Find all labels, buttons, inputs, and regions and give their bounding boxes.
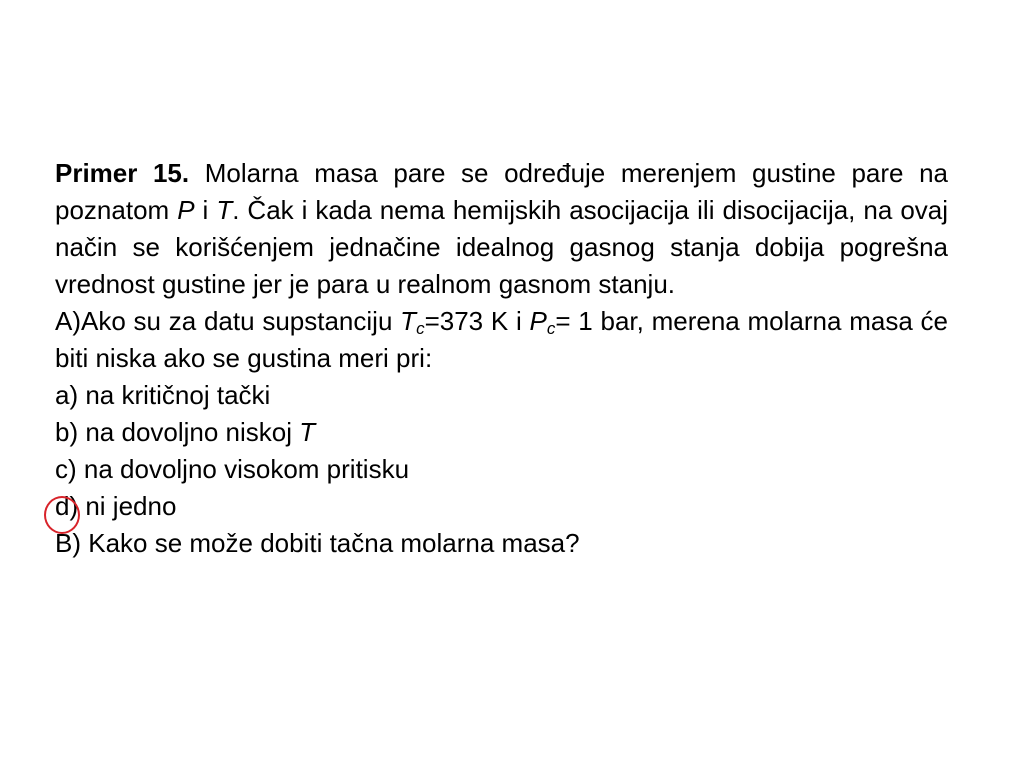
- variable-t: T: [216, 195, 233, 225]
- option-a: a) na kritičnoj tački: [55, 380, 271, 410]
- problem-intro-a: Molarna masa pare se određuje merenjem gustine pare na poznatom: [55, 158, 949, 225]
- tc-symbol: T: [400, 306, 417, 336]
- option-b-text: b) na dovoljno niskoj: [55, 417, 300, 447]
- variable-p: P: [177, 195, 195, 225]
- question-b: B) Kako se može dobiti tačna molarna masa?: [55, 528, 580, 558]
- answer-circle-annotation: [44, 496, 80, 534]
- problem-label: Primer 15.: [55, 158, 190, 188]
- pc-subscript: c: [546, 319, 556, 338]
- problem-paragraph: [55, 155, 948, 303]
- option-c: c) na dovoljno visokom pritisku: [55, 454, 410, 484]
- conjunction-i: i: [194, 195, 217, 225]
- problem-intro-b: . Čak i kada nema hemijskih asocijacija ili disocijacija, na ovaj način se korišćenjem jednačine idealnog gasnog stanja dobija pogrešna vrednost gustine jer je para u realnom gasnom stanju.: [55, 195, 949, 299]
- question-a-prefix: A)Ako su za datu supstanciju: [55, 306, 401, 336]
- tc-subscript: c: [416, 319, 425, 338]
- option-b: [55, 414, 948, 451]
- question-a-paragraph: [55, 303, 948, 377]
- pc-value: = 1 bar, merena molarna masa će biti niska ako se gustina meri pri:: [55, 306, 948, 373]
- option-b-variable: T: [299, 417, 316, 447]
- pc-symbol: P: [529, 306, 547, 336]
- slide-content: [55, 155, 948, 562]
- option-d: d) ni jedno: [55, 491, 177, 521]
- tc-value: =373 K i: [424, 306, 530, 336]
